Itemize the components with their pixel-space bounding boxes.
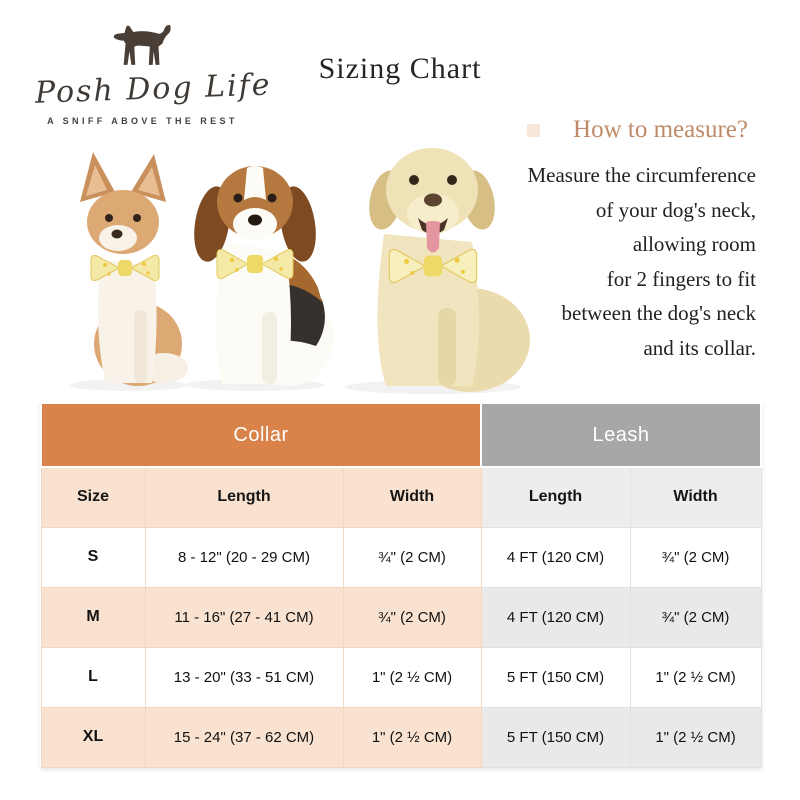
leash-length-value: 4 FT (120 CM) (481, 587, 630, 647)
beagle-image (189, 166, 334, 386)
size-label: L (41, 647, 145, 707)
leash-group-header: Leash (481, 403, 761, 467)
leash-width-value: 1" (2 ½ CM) (630, 707, 761, 767)
column-header-collar-length: Length (145, 467, 343, 527)
collar-length-value: 15 - 24" (37 - 62 CM) (145, 707, 343, 767)
brand-logo (34, 22, 273, 126)
leash-length-value: 5 FT (150 CM) (481, 647, 630, 707)
how-to-measure-heading: How to measure? (573, 116, 748, 143)
dog-silhouette-icon (112, 22, 174, 69)
table-row-s (41, 527, 761, 587)
measure-text-line: Measure the circumference (527, 163, 756, 187)
measure-text-line: allowing room (632, 232, 756, 256)
leash-width-value: 1" (2 ½ CM) (630, 647, 761, 707)
collar-width-value: ¾" (2 CM) (343, 527, 481, 587)
table-group-header-row (41, 403, 761, 467)
page-title: Sizing Chart (318, 52, 482, 85)
leash-width-value: ¾" (2 CM) (630, 527, 761, 587)
column-header-size: Size (41, 467, 145, 527)
leash-length-value: 4 FT (120 CM) (481, 527, 630, 587)
brand-name: Posh Dog Life (34, 67, 273, 111)
chihuahua-image (80, 152, 188, 386)
column-header-leash-width: Width (630, 467, 761, 527)
collar-length-value: 8 - 12" (20 - 29 CM) (145, 527, 343, 587)
size-label: XL (41, 707, 145, 767)
size-label: S (41, 527, 145, 587)
collar-width-value: 1" (2 ½ CM) (343, 707, 481, 767)
measure-text-line: between the dog's neck (561, 301, 756, 325)
collar-width-value: 1" (2 ½ CM) (343, 647, 481, 707)
brand-tagline: A SNIFF ABOVE THE REST (47, 116, 238, 126)
table-row-xl (41, 707, 761, 767)
measure-text-line: and its collar. (643, 335, 756, 360)
leash-length-value: 5 FT (150 CM) (481, 707, 630, 767)
measure-text-line: for 2 fingers to fit (606, 266, 756, 291)
dogs-illustration (58, 138, 536, 394)
collar-length-value: 13 - 20" (33 - 51 CM) (145, 647, 343, 707)
table-column-header-row (41, 467, 761, 527)
collar-group-header: Collar (41, 403, 481, 467)
labrador-image (364, 148, 530, 392)
table-row-l (41, 647, 761, 707)
column-header-leash-length: Length (481, 467, 630, 527)
sizing-table (40, 402, 762, 768)
table-row-m (41, 587, 761, 647)
collar-width-value: ¾" (2 CM) (343, 587, 481, 647)
leash-width-value: ¾" (2 CM) (630, 587, 761, 647)
collar-length-value: 11 - 16" (27 - 41 CM) (145, 587, 343, 647)
measure-text-line: of your dog's neck, (595, 197, 756, 222)
column-header-collar-width: Width (343, 467, 481, 527)
size-label: M (41, 587, 145, 647)
